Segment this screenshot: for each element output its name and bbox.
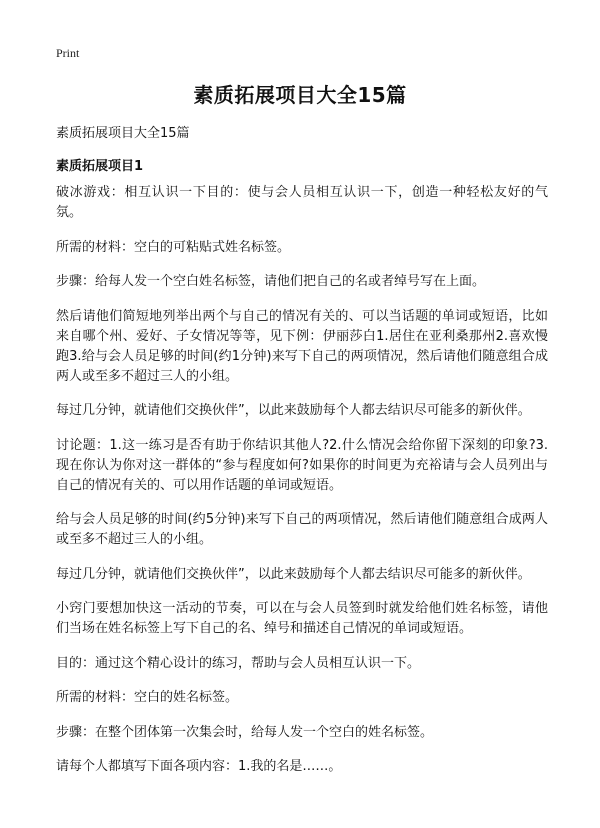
paragraph-fill-in: 请每个人都填写下面各项内容：1.我的名是……。 [56, 759, 342, 774]
paragraph-purpose: 目的：通过这个精心设计的练习，帮助与会人员相互认识一下。 [56, 655, 421, 671]
paragraph-steps: 步骤：给每人发一个空白姓名标签，请他们把自己的名或者绰号写在上面。 [56, 274, 486, 289]
document-subtitle: 素质拓展项目大全15篇 [56, 126, 190, 141]
section-heading: 素质拓展项目1 [56, 159, 144, 174]
print-link[interactable]: Print [56, 46, 80, 60]
paragraph-swap-partners-2: 每过几分钟，就请他们交换伙伴”，以此来鼓励每个人都去结识尽可能多的新伙伴。 [56, 566, 531, 582]
paragraph-give-time: 给与会人员足够的时间(约5分钟)来写下自己的两项情况，然后请他们随意组合成两人或至多不超过三人的小组。 [56, 512, 548, 547]
paragraph-materials: 所需的材料：空白的可粘贴式姓名标签。 [56, 239, 291, 255]
document-title: 素质拓展项目大全15篇 [193, 83, 407, 107]
paragraph-icebreaker-intro: 破冰游戏：相互认识一下目的：使与会人员相互认识一下，创造一种轻松友好的气氛。 [56, 185, 548, 220]
paragraph-discussion: 讨论题：1.这一练习是否有助于你结识其他人?2.什么情况会给你留下深刻的印象?3.现在你认为你对这一群体的“参与程度如何?如果你的时间更为充裕请与会人员列出与自己的情况有关的、可以用作话题的单词或短语。 [56, 437, 548, 493]
paragraph-tips: 小窍门要想加快这一活动的节奏，可以在与会人员签到时就发给他们姓名标签，请他们当场在姓名标签上写下自己的名、绰号和描述自己情况的单词或短语。 [56, 601, 548, 636]
document-body [56, 183, 548, 792]
paragraph-swap-partners: 每过几分钟，就请他们交换伙伴”，以此来鼓励每个人都去结识尽可能多的新伙伴。 [56, 403, 531, 418]
paragraph-materials-2: 所需的材料：空白的姓名标签。 [56, 690, 239, 705]
paragraph-steps-2: 步骤：在整个团体第一次集会时，给每人发一个空白的姓名标签。 [56, 724, 434, 740]
paragraph-list-topics: 然后请他们简短地列举出两个与自己的情况有关的、可以当话题的单词或短语，比如来自哪个州、爱好、子女情况等等，见下例：伊丽莎白1.居住在亚利桑那州2.喜欢慢跑3.给与会人员足够的时间(约1分钟)来写下自己的两项情况，然后请他们随意组合成两人或至多不超过三人的小组。 [56, 308, 548, 384]
